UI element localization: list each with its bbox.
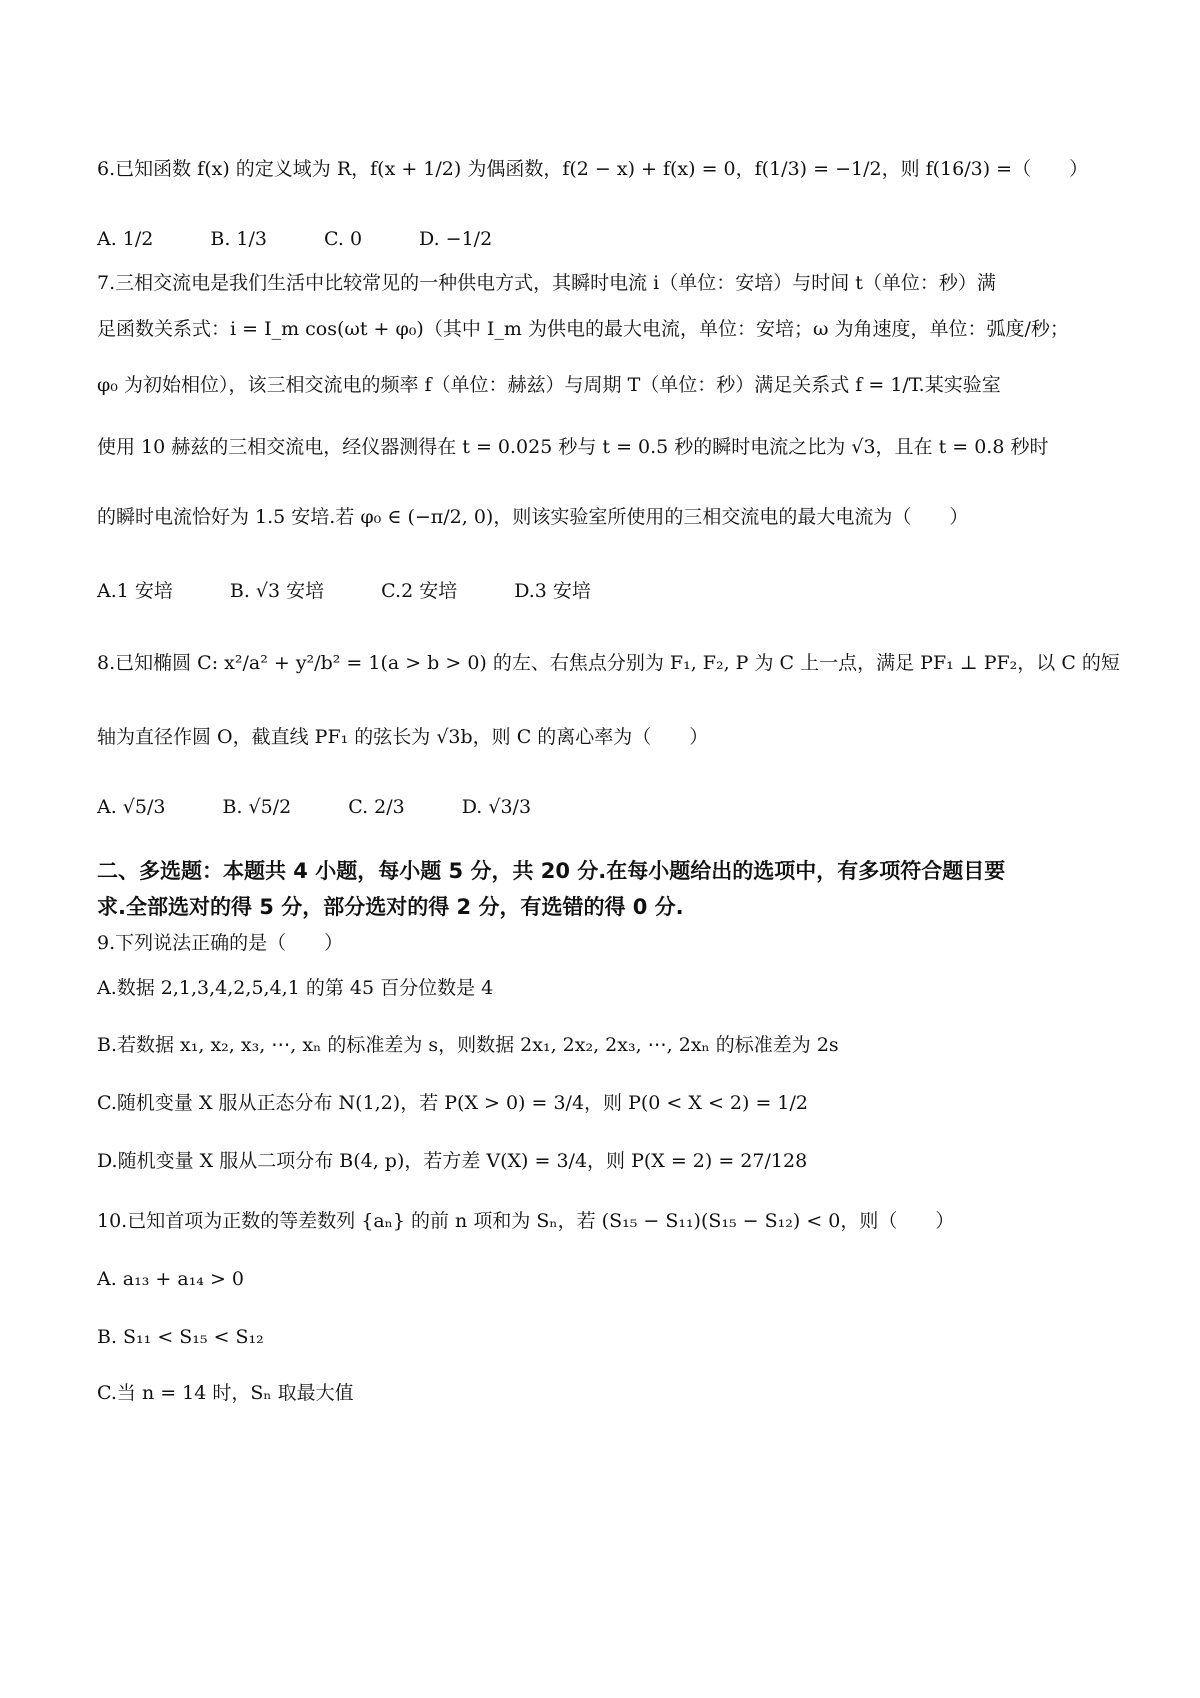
question-6-stem: 6.已知函数 f(x) 的定义域为 R，f(x + 1/2) 为偶函数，f(2 − x) + f(x) = 0，f(1/3) = −1/2，则 f(16/3) =（ ） <box>97 158 1089 180</box>
question-7-line-4: 使用 10 赫兹的三相交流电，经仪器测得在 t = 0.025 秒与 t = 0.5 秒的瞬时电流之比为 √3，且在 t = 0.8 秒时 <box>97 436 1049 458</box>
question-8-line-2: 轴为直径作圆 O，截直线 PF₁ 的弦长为 √3b，则 C 的离心率为（ ） <box>97 726 709 748</box>
question-10-stem: 10.已知首项为正数的等差数列 {aₙ} 的前 n 项和为 Sₙ，若 (S₁₅ − S₁₁)(S₁₅ − S₁₂) < 0，则（ ） <box>97 1210 955 1232</box>
question-8-line-1: 8.已知椭圆 C: x²/a² + y²/b² = 1(a > b > 0) 的左、右焦点分别为 F₁, F₂, P 为 C 上一点，满足 PF₁ ⊥ PF₂，以 C 的短 <box>97 652 1120 674</box>
question-9-option-d: D.随机变量 X 服从二项分布 B(4, p)，若方差 V(X) = 3/4，则 P(X = 2) = 27/128 <box>97 1150 808 1172</box>
question-6-options: A. 1/2 B. 1/3 C. 0 D. −1/2 <box>97 228 493 250</box>
question-9-option-c: C.随机变量 X 服从正态分布 N(1,2)，若 P(X > 0) = 3/4，则 P(0 < X < 2) = 1/2 <box>97 1092 808 1114</box>
question-7-line-1: 7.三相交流电是我们生活中比较常见的一种供电方式，其瞬时电流 i（单位：安培）与时间 t（单位：秒）满 <box>97 272 996 294</box>
section-heading-line-2: 求.全部选对的得 5 分，部分选对的得 2 分，有选错的得 0 分. <box>97 895 684 919</box>
question-7-line-3: φ₀ 为初始相位），该三相交流电的频率 f（单位：赫兹）与周期 T（单位：秒）满足关系式 f = 1/T.某实验室 <box>97 374 1001 396</box>
question-7-options: A.1 安培 B. √3 安培 C.2 安培 D.3 安培 <box>97 580 591 602</box>
question-10-option-c: C.当 n = 14 时，Sₙ 取最大值 <box>97 1382 354 1404</box>
section-heading-line-1: 二、多选题：本题共 4 小题，每小题 5 分，共 20 分.在每小题给出的选项中，有多项符合题目要 <box>97 859 1006 883</box>
question-7-line-5: 的瞬时电流恰好为 1.5 安培.若 φ₀ ∈ (−π/2, 0)，则该实验室所使用的三相交流电的最大电流为（ ） <box>97 506 969 528</box>
question-9-option-b: B.若数据 x₁, x₂, x₃, ⋯, xₙ 的标准差为 s，则数据 2x₁, 2x₂, 2x₃, ⋯, 2xₙ 的标准差为 2s <box>97 1034 839 1056</box>
question-7-line-2: 足函数关系式：i = I_m cos(ωt + φ₀)（其中 I_m 为供电的最大电流，单位：安培；ω 为角速度，单位：弧度/秒； <box>97 318 1069 340</box>
question-10-option-a: A. a₁₃ + a₁₄ > 0 <box>97 1268 245 1290</box>
question-9-stem: 9.下列说法正确的是（ ） <box>97 932 344 954</box>
question-9-option-a: A.数据 2,1,3,4,2,5,4,1 的第 45 百分位数是 4 <box>97 977 494 999</box>
question-10-option-b: B. S₁₁ < S₁₅ < S₁₂ <box>97 1326 264 1348</box>
question-8-options: A. √5/3 B. √5/2 C. 2/3 D. √3/3 <box>97 796 532 818</box>
